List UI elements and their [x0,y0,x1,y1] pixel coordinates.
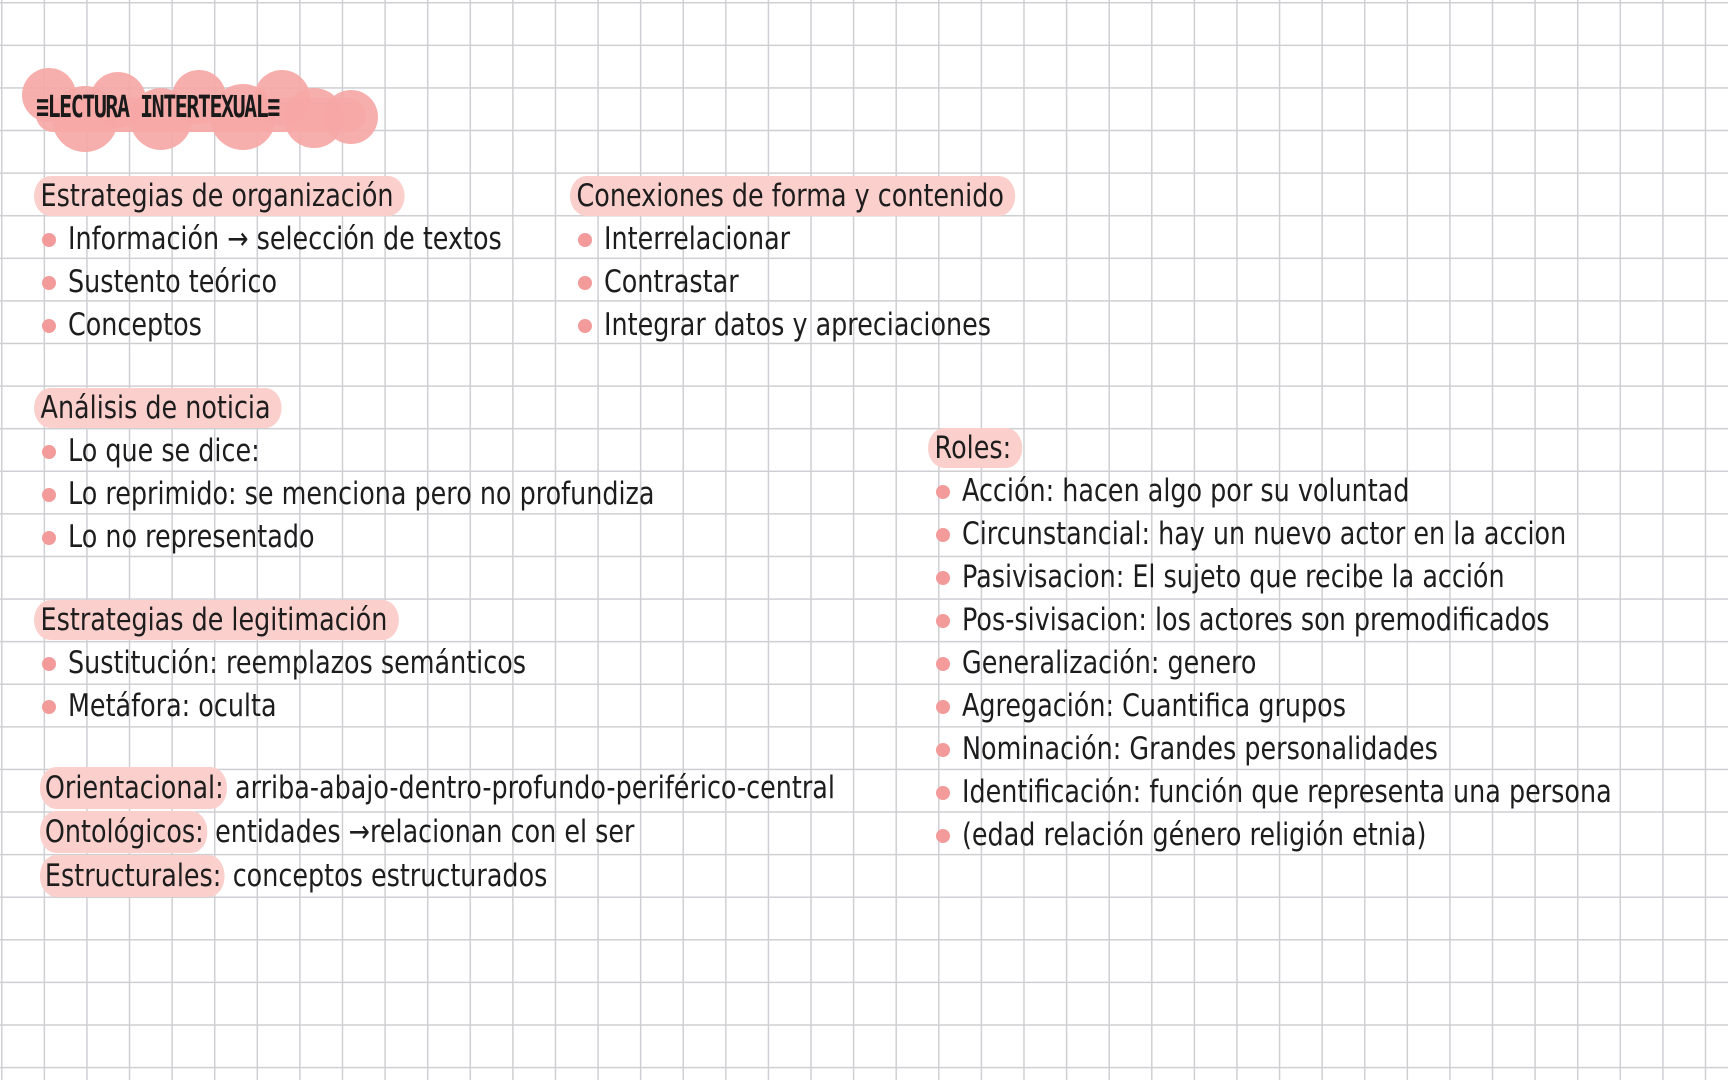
section-organizacion [34,176,597,347]
bullet-dot [936,700,950,714]
bullet-dot [578,276,592,290]
bullet-list [570,218,1113,347]
list-item: Sustitución: reemplazos semánticos [34,642,627,685]
bullet-dot [578,233,592,247]
page-title: ≡LECTURA INTERTEXUAL≡ [36,90,279,125]
section-conexiones [570,176,1113,347]
bullet-dot [42,319,56,333]
bullet-dot [936,786,950,800]
metaphor-line [40,767,835,809]
list-item: Pos-sivisacion: los actores son premodificados [928,599,1728,642]
bullet-list [34,218,597,347]
metaphor-term: Ontológicos: [40,811,207,853]
list-item: Interrelacionar [570,218,1113,261]
metaphor-term: Orientacional: [40,767,227,809]
list-item: Generalización: genero [928,642,1728,685]
section-roles [928,428,1728,857]
list-item: Integrar datos y apreciaciones [570,304,1113,347]
section-heading: Roles: [928,428,1023,468]
title-highlight [22,68,382,152]
list-item: (edad relación género religión etnia) [928,814,1728,857]
bullet-dot [42,700,56,714]
section-heading: Análisis de noticia [34,388,282,428]
bullet-dot [42,531,56,545]
bullet-list [34,642,627,728]
list-item: Pasivisacion: El sujeto que recibe la acción [928,556,1728,599]
bullet-dot [936,571,950,585]
list-item: Lo que se dice: [34,430,783,473]
bullet-dot [42,488,56,502]
list-item: Conceptos [34,304,597,347]
bullet-dot [578,319,592,333]
bullet-dot [936,829,950,843]
list-item: Sustento teórico [34,261,597,304]
list-item: Lo reprimido: se menciona pero no profundiza [34,473,783,516]
bullet-dot [42,276,56,290]
section-heading: Conexiones de forma y contenido [570,176,1015,216]
list-item: Acción: hacen algo por su voluntad [928,470,1728,513]
bullet-dot [936,657,950,671]
bullet-dot [42,657,56,671]
section-legitimacion [34,600,627,728]
bullet-dot [42,233,56,247]
section-heading: Estrategias de legitimación [34,600,399,640]
bullet-dot [936,743,950,757]
list-item: Agregación: Cuantifica grupos [928,685,1728,728]
list-item: Circunstancial: hay un nuevo actor en la accion [928,513,1728,556]
metaphor-desc: entidades →relacionan con el ser [206,814,635,850]
bullet-list [34,430,783,559]
section-heading: Estrategias de organización [34,176,405,216]
metaphor-desc: arriba-abajo-dentro-profundo-periférico-central [226,770,835,806]
metaphor-line [40,855,547,897]
bullet-dot [42,445,56,459]
bullet-dot [936,528,950,542]
list-item: Nominación: Grandes personalidades [928,728,1728,771]
bullet-list [928,470,1728,857]
section-analisis [34,388,783,559]
list-item: Metáfora: oculta [34,685,627,728]
list-item: Contrastar [570,261,1113,304]
list-item: Información → selección de textos [34,218,597,261]
list-item: Lo no representado [34,516,783,559]
list-item: Identificación: función que representa una persona [928,771,1728,814]
metaphor-term: Estructurales: [40,855,225,897]
metaphor-desc: conceptos estructurados [224,858,548,894]
bullet-dot [936,614,950,628]
bullet-dot [936,485,950,499]
metaphor-line [40,811,634,853]
